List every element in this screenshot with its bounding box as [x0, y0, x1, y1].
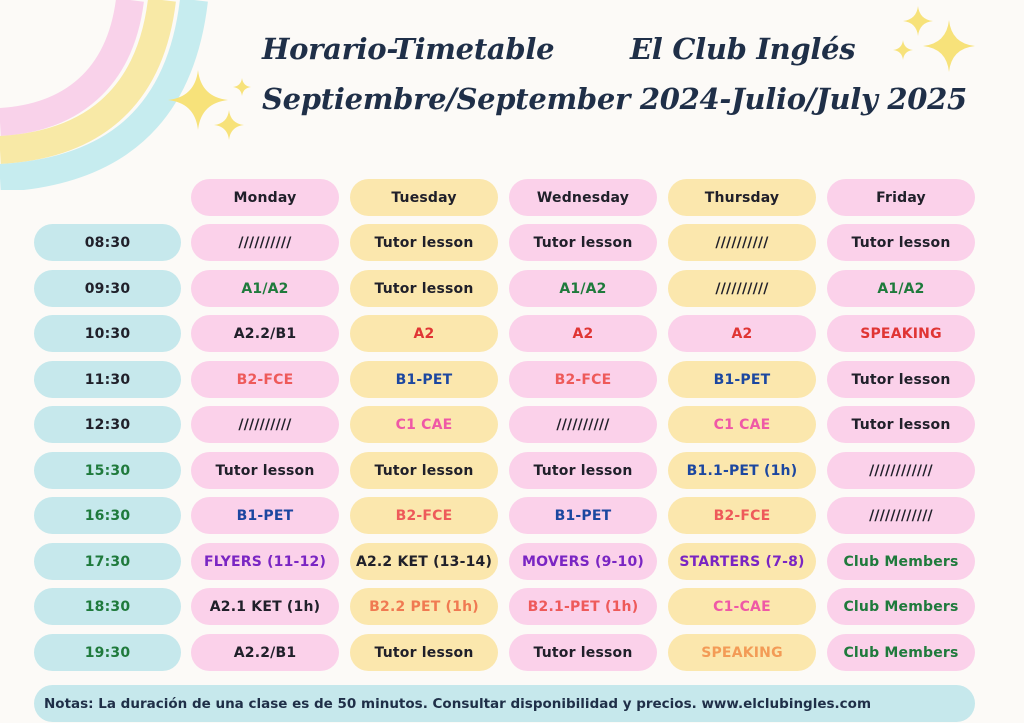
class-cell-thursday: SPEAKING [668, 634, 816, 671]
time-slot: 09:30 [34, 270, 181, 307]
day-header-wednesday: Wednesday [509, 179, 657, 216]
time-slot: 16:30 [34, 497, 181, 534]
class-cell-friday: A1/A2 [827, 270, 975, 307]
class-cell-wednesday: A1/A2 [509, 270, 657, 307]
class-cell-monday: B1-PET [191, 497, 339, 534]
time-slot: 08:30 [34, 224, 181, 261]
class-cell-thursday: C1-CAE [668, 588, 816, 625]
time-slot: 18:30 [34, 588, 181, 625]
class-cell-friday: //////////// [827, 452, 975, 489]
class-cell-thursday: C1 CAE [668, 406, 816, 443]
class-cell-thursday: B2-FCE [668, 497, 816, 534]
sparkle-icon [893, 40, 913, 60]
class-cell-monday: FLYERS (11-12) [191, 543, 339, 580]
sparkle-icon [233, 78, 251, 96]
class-cell-thursday: ////////// [668, 224, 816, 261]
class-cell-friday: Tutor lesson [827, 361, 975, 398]
class-cell-monday: B2-FCE [191, 361, 339, 398]
day-header-friday: Friday [827, 179, 975, 216]
class-cell-wednesday: ////////// [509, 406, 657, 443]
class-cell-tuesday: Tutor lesson [350, 452, 498, 489]
class-cell-monday: ////////// [191, 406, 339, 443]
time-slot: 17:30 [34, 543, 181, 580]
time-slot: 15:30 [34, 452, 181, 489]
class-cell-wednesday: B1-PET [509, 497, 657, 534]
day-header-thursday: Thursday [668, 179, 816, 216]
class-cell-friday: Club Members [827, 543, 975, 580]
time-slot: 11:30 [34, 361, 181, 398]
class-cell-tuesday: B1-PET [350, 361, 498, 398]
time-slot: 12:30 [34, 406, 181, 443]
class-cell-friday: SPEAKING [827, 315, 975, 352]
class-cell-tuesday: A2 [350, 315, 498, 352]
class-cell-tuesday: A2.2 KET (13-14) [350, 543, 498, 580]
class-cell-friday: Club Members [827, 588, 975, 625]
class-cell-tuesday: C1 CAE [350, 406, 498, 443]
class-cell-wednesday: Tutor lesson [509, 452, 657, 489]
class-cell-monday: A2.1 KET (1h) [191, 588, 339, 625]
class-cell-tuesday: B2.2 PET (1h) [350, 588, 498, 625]
title-season: Septiembre/September 2024-Julio/July 2025 [262, 82, 967, 116]
class-cell-wednesday: B2-FCE [509, 361, 657, 398]
day-header-tuesday: Tuesday [350, 179, 498, 216]
time-slot: 19:30 [34, 634, 181, 671]
class-cell-wednesday: Tutor lesson [509, 634, 657, 671]
class-cell-wednesday: Tutor lesson [509, 224, 657, 261]
notes-bar [34, 685, 975, 722]
class-cell-friday: Tutor lesson [827, 224, 975, 261]
class-cell-monday: Tutor lesson [191, 452, 339, 489]
class-cell-wednesday: B2.1-PET (1h) [509, 588, 657, 625]
class-cell-friday: Club Members [827, 634, 975, 671]
class-cell-tuesday: Tutor lesson [350, 224, 498, 261]
class-cell-thursday: B1-PET [668, 361, 816, 398]
day-header-monday: Monday [191, 179, 339, 216]
notes-text: Notas: La duración de una clase es de 50 minutos. Consultar disponibilidad y precios. www.elclubingles.com [44, 695, 872, 712]
class-cell-monday: A2.2/B1 [191, 315, 339, 352]
class-cell-monday: A2.2/B1 [191, 634, 339, 671]
class-cell-tuesday: Tutor lesson [350, 270, 498, 307]
class-cell-monday: A1/A2 [191, 270, 339, 307]
class-cell-friday: Tutor lesson [827, 406, 975, 443]
class-cell-wednesday: MOVERS (9-10) [509, 543, 657, 580]
class-cell-friday: //////////// [827, 497, 975, 534]
title-timetable: Horario-Timetable [262, 32, 555, 66]
class-cell-thursday: A2 [668, 315, 816, 352]
class-cell-wednesday: A2 [509, 315, 657, 352]
class-cell-tuesday: B2-FCE [350, 497, 498, 534]
class-cell-thursday: STARTERS (7-8) [668, 543, 816, 580]
class-cell-thursday: ////////// [668, 270, 816, 307]
sparkle-icon [923, 20, 975, 72]
title-club-name: El Club Inglés [630, 32, 856, 66]
class-cell-tuesday: Tutor lesson [350, 634, 498, 671]
time-slot: 10:30 [34, 315, 181, 352]
sparkle-icon [214, 110, 244, 140]
class-cell-thursday: B1.1-PET (1h) [668, 452, 816, 489]
class-cell-monday: ////////// [191, 224, 339, 261]
